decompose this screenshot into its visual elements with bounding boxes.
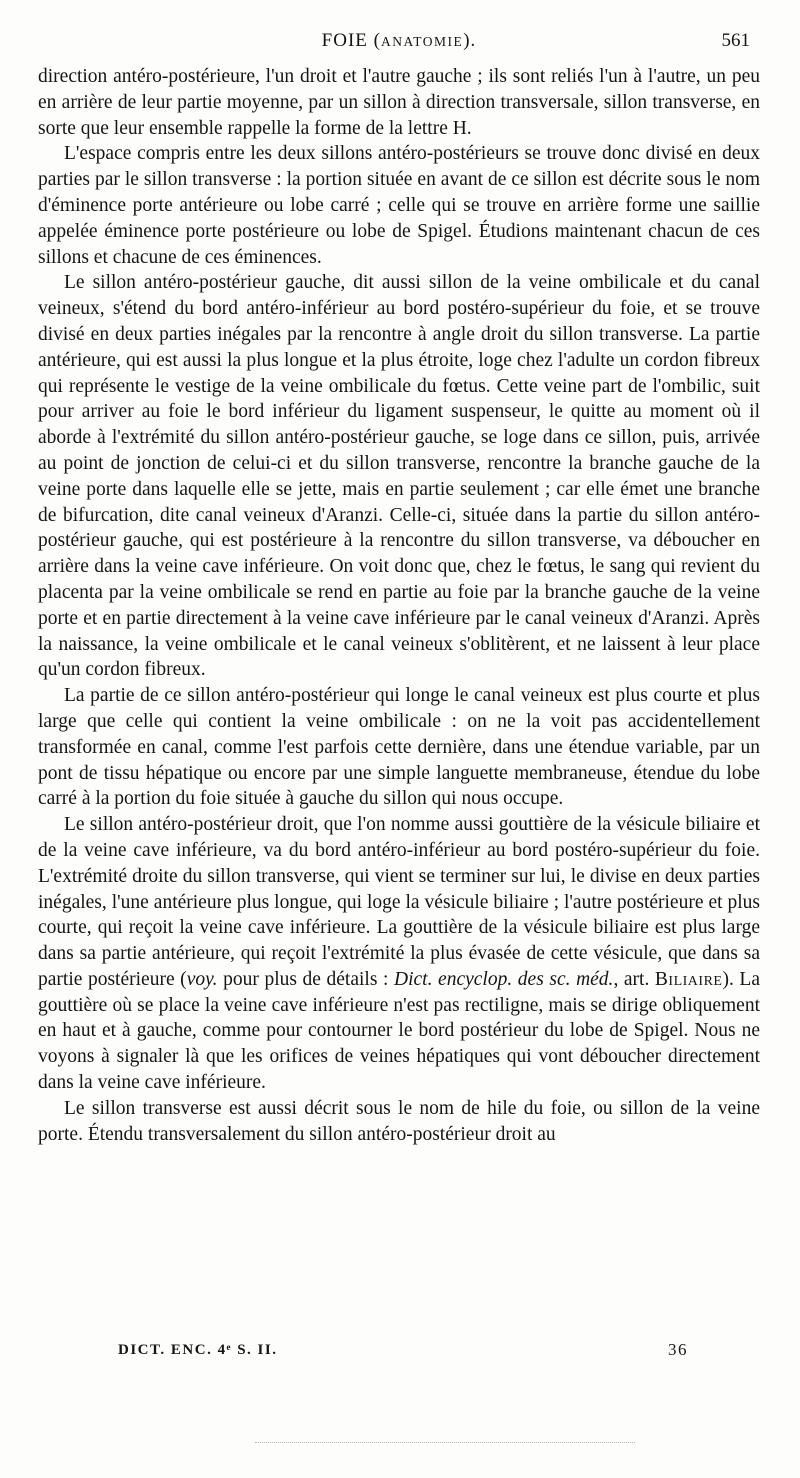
paragraph-5-text-a: Le sillon antéro-postérieur droit, que l'on nomme aussi gouttière de la vésicule biliaire et de la veine cave inférieure, va du bord antéro-inférieur au bord postéro-supérieur du foie. L'extrémité droite du sillon transverse, qui vient se terminer sur lui, le divise en deux parties inégales, l'une antérieure plus longue, qui loge la vésicule biliaire ; l'autre postérieure et plus courte, qui reçoit la veine cave inférieure. La gouttière de la vésicule biliaire est plus large dans sa partie antérieure, qui reçoit l'extrémité la plus évasée de cette vésicule, que dans sa partie postérieure ( — [38, 814, 760, 990]
paragraph-5-smallcaps-biliaire: Biliaire — [654, 968, 723, 990]
paragraph-5 — [38, 812, 760, 1096]
footer-sheet-number: 36 — [668, 1340, 688, 1359]
scan-artifact-dots — [255, 1442, 635, 1447]
paragraph-6: Le sillon transverse est aussi décrit sous le nom de hile du foie, ou sillon de la veine porte. Étendu transversalement du sillon antéro-postérieur droit au — [38, 1097, 760, 1145]
paragraph-5-text-c: , art. — [613, 968, 655, 990]
paragraph-5-text-d: ). La gouttière où se place la veine cave inférieure n'est pas rectiligne, mais se dirige obliquement en haut et à gauche, comme pour contourner le bord postérieur du lobe de Spigel. Nous ne voyons à signaler là que les orifices de veines hépatiques qui vont déboucher directement dans la veine cave inférieure. — [38, 968, 760, 1094]
paragraph-2: L'espace compris entre les deux sillons antéro-postérieurs se trouve donc divisé en deux parties par le sillon transverse : la portion située en avant de ce sillon est décrite sous le nom d'éminence porte antérieure ou lobe carré ; celle qui se trouve en arrière forme une saillie appelée éminence porte postérieure ou lobe de Spigel. Étudions maintenant chacun de ces sillons et chacune de ces éminences. — [38, 143, 760, 268]
footer-signature: DICT. ENC. 4ᵉ S. II. — [118, 1342, 278, 1358]
paragraph-3: Le sillon antéro-postérieur gauche, dit aussi sillon de la veine ombilicale et du canal veineux, s'étend du bord antéro-inférieur au bord postéro-supérieur du foie, et se trouve divisé en deux parties inégales par la rencontre à angle droit du sillon transverse. La partie antérieure, qui est aussi la plus longue et la plus étroite, loge chez l'adulte un cordon fibreux qui représente le vestige de la veine ombilicale du fœtus. Cette veine part de l'ombilic, suit pour arriver au foie le bord inférieur du ligament suspenseur, le quitte au moment où il aborde à l'extrémité du sillon antéro-postérieur gauche, se loge dans ce sillon, puis, arrivée au point de jonction de celui-ci et du sillon transverse, rencontre la branche gauche de la veine porte dans laquelle elle se jette, mais en partie seulement ; car elle émet une branche de bifurcation, dite canal veineux d'Aranzi. Celle-ci, située dans la partie du sillon antéro-postérieur gauche, qui est postérieure à la rencontre du sillon transverse, va déboucher en arrière dans la veine cave inférieure. On voit donc que, chez le fœtus, le sang qui revient du placenta par la veine ombilicale se rend en partie au foie par la branche gauche de la veine porte et en partie directement à la veine cave inférieure par le canal veineux d'Aranzi. Après la naissance, la veine ombilicale et le canal veineux s'oblitèrent, et ne laissent à leur place qu'un cordon fibreux. — [38, 272, 760, 681]
paragraph-5-italic-voy: voy. — [186, 968, 218, 990]
running-head — [38, 26, 760, 60]
page-footer — [118, 1336, 688, 1366]
page-number: 561 — [721, 30, 750, 51]
body-text — [38, 64, 760, 1147]
running-title — [38, 30, 760, 52]
paragraph-4: La partie de ce sillon antéro-postérieur qui longe le canal veineux est plus courte et plus large que celle qui contient la veine ombilicale : on ne la voit pas accidentellement transformée en canal, comme l'est parfois cette dernière, dans une étendue variable, par un pont de tissu hépatique ou encore par une simple languette membraneuse, étendue du lobe carré à la portion du foie située à gauche du sillon qui nous occupe. — [38, 685, 760, 810]
title-end: ). — [463, 30, 477, 51]
title-main: FOIE ( — [321, 30, 381, 51]
title-small-caps: ANATOMIE — [380, 34, 464, 49]
paragraph-5-text-b: pour plus de détails : — [217, 968, 395, 990]
paragraph-1: direction antéro-postérieure, l'un droit et l'autre gauche ; ils sont reliés l'un à l'autre, un peu en arrière de leur partie moyenne, par un sillon à direction transversale, sillon transverse, en sorte que leur ensemble rappelle la forme de la lettre H. — [38, 66, 760, 139]
paragraph-5-italic-dict: Dict. encyclop. des sc. méd. — [394, 968, 614, 990]
